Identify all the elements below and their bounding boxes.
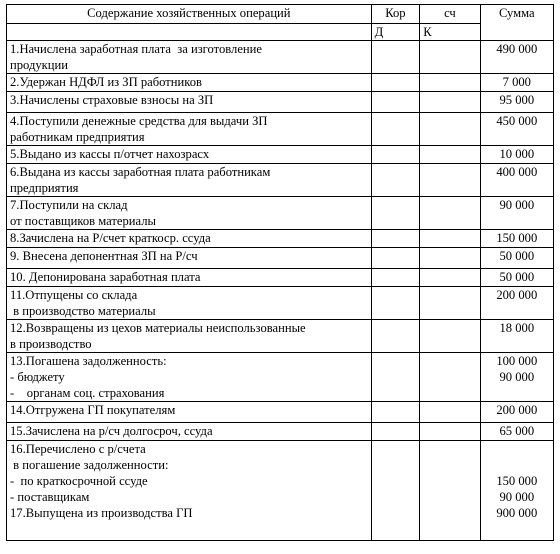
debit-cell xyxy=(371,320,420,353)
amount-value: 200 000 xyxy=(496,403,538,417)
description-line: 9. Внесена депонентная ЗП на Р/сч xyxy=(10,249,198,263)
description-line: 16.Перечислено с р/счета xyxy=(10,442,146,456)
header-debit: Д xyxy=(371,24,420,41)
description-line: 1.Начислена заработная плата за изготовление xyxy=(10,42,263,56)
credit-cell xyxy=(420,41,480,74)
amount-cell xyxy=(480,74,553,92)
debit-cell xyxy=(371,287,420,320)
operation-description xyxy=(7,423,372,441)
description-line: - органам соц. страхования xyxy=(10,386,165,400)
debit-cell xyxy=(371,113,420,146)
header-row-1 xyxy=(7,5,554,24)
description-line xyxy=(10,521,368,537)
operation-description xyxy=(7,287,372,320)
operation-description xyxy=(7,353,372,402)
description-line: в погашение задолженности: xyxy=(10,458,169,472)
debit-cell xyxy=(371,164,420,197)
credit-cell xyxy=(420,441,480,541)
table-row xyxy=(7,248,554,269)
amount-value: 100 000 xyxy=(496,354,538,368)
description-line: 5.Выдано из кассы п/отчет нахозрасх xyxy=(10,147,210,161)
description-line: 12.Возвращены из цехов материалы неиспользованные xyxy=(10,321,306,335)
operation-description xyxy=(7,197,372,230)
credit-cell xyxy=(420,248,480,269)
description-line: 17.Выпущена из производства ГП xyxy=(10,506,193,520)
description-line: 7.Поступили на склад xyxy=(10,198,128,212)
debit-cell xyxy=(371,248,420,269)
debit-cell xyxy=(371,353,420,402)
description-line: 10. Депонирована заработная плата xyxy=(10,270,201,284)
header-row-2 xyxy=(7,24,554,41)
amount-cell xyxy=(480,92,553,113)
table-row xyxy=(7,164,554,197)
table-row xyxy=(7,197,554,230)
amount-cell xyxy=(480,113,553,146)
header-sch: сч xyxy=(420,5,480,24)
amount-cell xyxy=(480,146,553,164)
amount-value: 10 000 xyxy=(499,147,535,161)
operation-description xyxy=(7,441,372,541)
credit-cell xyxy=(420,402,480,423)
description-line: от поставщиков материалы xyxy=(10,214,156,228)
amount-value: 50 000 xyxy=(499,270,535,284)
operation-description xyxy=(7,41,372,74)
operation-description xyxy=(7,92,372,113)
description-line: 2.Удержан НДФЛ из ЗП работников xyxy=(10,75,202,89)
debit-cell xyxy=(371,74,420,92)
amount-cell xyxy=(480,230,553,248)
debit-cell xyxy=(371,146,420,164)
header-credit: К xyxy=(420,24,480,41)
header-sum: Сумма xyxy=(480,5,553,41)
description-line: продукции xyxy=(10,58,69,72)
table-row xyxy=(7,230,554,248)
debit-cell xyxy=(371,230,420,248)
amount-value: 90 000 xyxy=(499,370,535,384)
description-line: 14.Отгружена ГП покупателям xyxy=(10,403,176,417)
operation-description xyxy=(7,113,372,146)
amount-value: 50 000 xyxy=(499,249,535,263)
amount-value: 490 000 xyxy=(496,42,538,56)
credit-cell xyxy=(420,92,480,113)
debit-cell xyxy=(371,402,420,423)
amount-value: 400 000 xyxy=(496,165,538,179)
amount-cell xyxy=(480,353,553,402)
amount-cell xyxy=(480,164,553,197)
debit-cell xyxy=(371,423,420,441)
debit-cell xyxy=(371,269,420,287)
operation-description xyxy=(7,74,372,92)
credit-cell xyxy=(420,269,480,287)
description-line: - поставщикам xyxy=(10,490,90,504)
credit-cell xyxy=(420,74,480,92)
amount-cell xyxy=(480,41,553,74)
amount-value: 200 000 xyxy=(496,288,538,302)
description-line: 13.Погашена задолженность: xyxy=(10,354,167,368)
operation-description xyxy=(7,146,372,164)
description-line: в производство материалы xyxy=(10,304,156,318)
table-row xyxy=(7,402,554,423)
amount-value: 18 000 xyxy=(499,321,535,335)
amount-value xyxy=(484,385,550,401)
description-line: 3.Начислены страховые взносы на ЗП xyxy=(10,93,214,107)
amount-value xyxy=(484,457,550,473)
operation-description xyxy=(7,320,372,353)
header-content: Содержание хозяйственных операций xyxy=(7,5,372,24)
amount-value: 95 000 xyxy=(499,93,535,107)
operation-description xyxy=(7,269,372,287)
amount-cell xyxy=(480,402,553,423)
header-kor: Кор xyxy=(371,5,420,24)
table-row xyxy=(7,423,554,441)
table-row xyxy=(7,441,554,541)
amount-cell xyxy=(480,287,553,320)
amount-value: 7 000 xyxy=(502,75,531,89)
amount-value: 90 000 xyxy=(499,198,535,212)
table-row xyxy=(7,146,554,164)
description-line: 11.Отпущены со склада xyxy=(10,288,138,302)
operation-description xyxy=(7,230,372,248)
operation-description xyxy=(7,248,372,269)
description-line: 6.Выдана из кассы заработная плата работникам xyxy=(10,165,271,179)
credit-cell xyxy=(420,146,480,164)
credit-cell xyxy=(420,287,480,320)
amount-value: 900 000 xyxy=(496,506,538,520)
table-row xyxy=(7,113,554,146)
table-row xyxy=(7,287,554,320)
amount-value: 150 000 xyxy=(496,474,538,488)
description-line: 8.Зачислена на Р/счет краткоср. ссуда xyxy=(10,231,211,245)
header-content-blank xyxy=(7,24,372,41)
credit-cell xyxy=(420,230,480,248)
debit-cell xyxy=(371,92,420,113)
description-line: - бюджету xyxy=(10,370,65,384)
credit-cell xyxy=(420,197,480,230)
amount-cell xyxy=(480,320,553,353)
amount-cell xyxy=(480,423,553,441)
credit-cell xyxy=(420,164,480,197)
description-line: в производство xyxy=(10,337,92,351)
table-row xyxy=(7,74,554,92)
credit-cell xyxy=(420,423,480,441)
amount-value: 450 000 xyxy=(496,114,538,128)
amount-cell xyxy=(480,441,553,541)
description-line: - по краткосрочной ссуде xyxy=(10,474,148,488)
amount-cell xyxy=(480,248,553,269)
amount-cell xyxy=(480,269,553,287)
description-line: 15.Зачислена на р/сч долгосроч, ссуда xyxy=(10,424,213,438)
credit-cell xyxy=(420,113,480,146)
description-line: предприятия xyxy=(10,181,79,195)
debit-cell xyxy=(371,41,420,74)
debit-cell xyxy=(371,441,420,541)
amount-value xyxy=(484,521,550,537)
table-row xyxy=(7,92,554,113)
amount-value xyxy=(484,441,550,457)
table-row xyxy=(7,41,554,74)
table-row xyxy=(7,269,554,287)
amount-value: 65 000 xyxy=(499,424,535,438)
credit-cell xyxy=(420,353,480,402)
amount-cell xyxy=(480,197,553,230)
amount-value: 150 000 xyxy=(496,231,538,245)
description-line: работникам предприятия xyxy=(10,130,145,144)
table-row xyxy=(7,320,554,353)
table-row xyxy=(7,353,554,402)
debit-cell xyxy=(371,197,420,230)
operation-description xyxy=(7,164,372,197)
description-line: 4.Поступили денежные средства для выдачи ЗП xyxy=(10,114,268,128)
operations-table xyxy=(6,4,554,541)
amount-value: 90 000 xyxy=(499,490,535,504)
credit-cell xyxy=(420,320,480,353)
operation-description xyxy=(7,402,372,423)
